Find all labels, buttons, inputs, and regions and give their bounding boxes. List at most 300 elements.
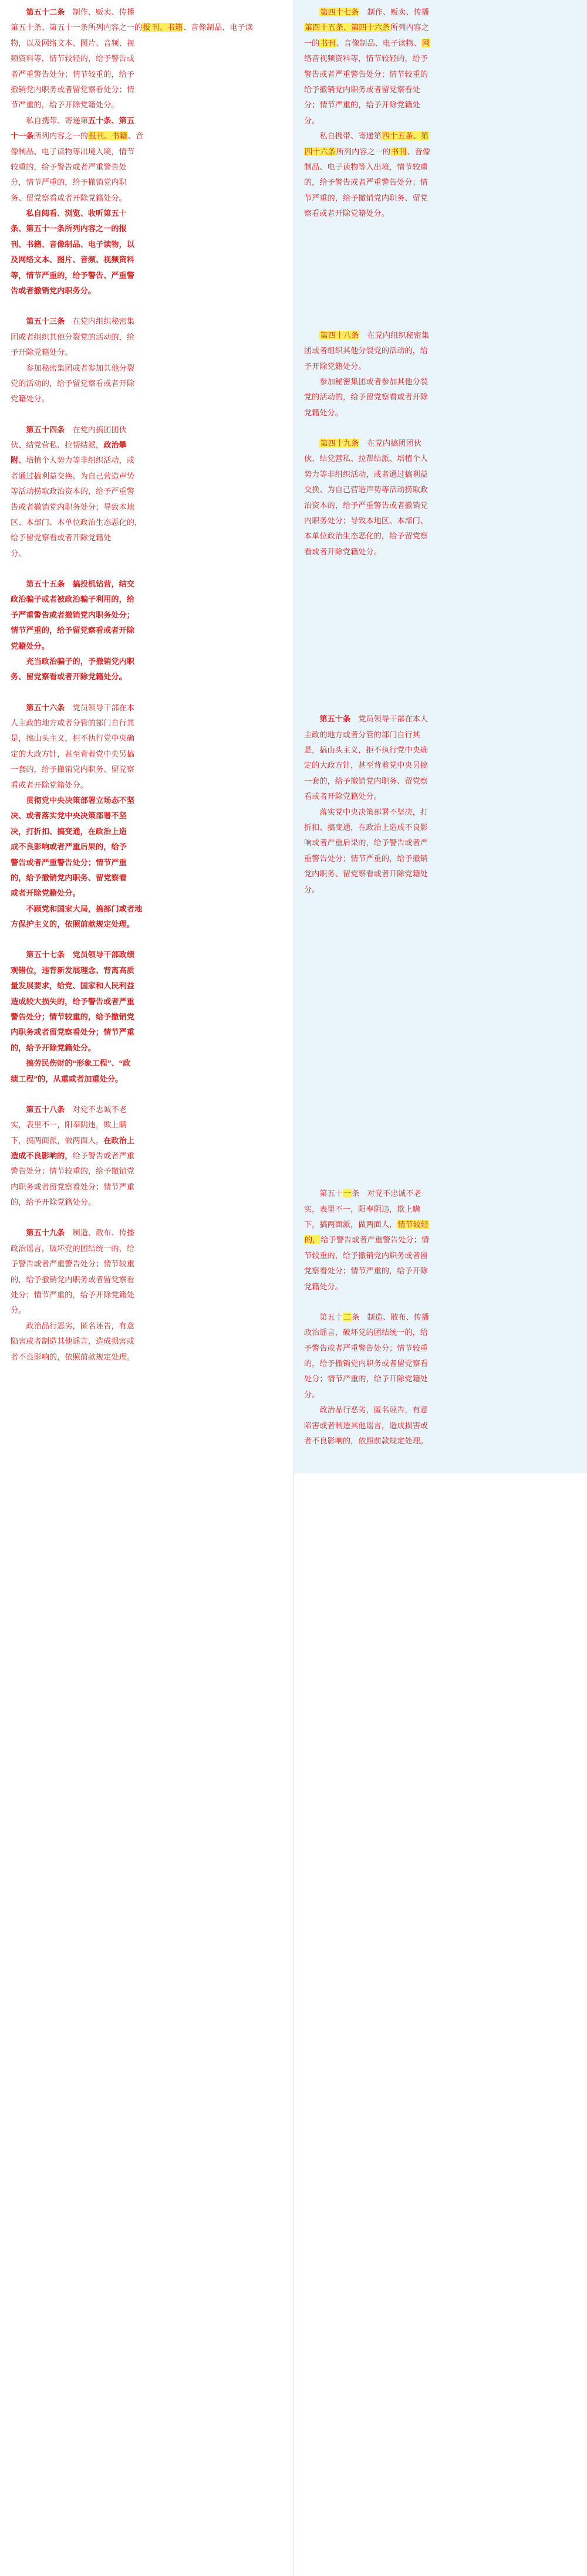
text-line	[304, 37, 576, 49]
text-line	[11, 717, 283, 729]
paragraph-gap	[304, 622, 576, 637]
paragraph-gap	[304, 960, 576, 975]
text-run: 成不良影响或者严重后果的，给予	[11, 842, 127, 852]
text-run: 党的活动的，给予留党察看或者开除	[11, 378, 134, 388]
text-line	[11, 1057, 283, 1069]
text-line	[304, 391, 576, 403]
paragraph-gap	[304, 283, 576, 299]
text-run: 伙、结党营私、拉帮结派、培植个人	[304, 454, 428, 463]
text-run: 造成不良影响的，	[11, 1151, 73, 1160]
text-line	[304, 759, 576, 771]
text-line	[11, 485, 283, 497]
text-run: 告或者撤销党内职务处分；导致本地	[11, 502, 134, 511]
text-run: 分。	[304, 1389, 320, 1399]
text-line	[11, 269, 283, 282]
text-run: 物，以及网络文本、图片、音频、视	[11, 38, 134, 48]
text-run: 节较重的，给予撤销党内职务或者留	[304, 1250, 428, 1260]
text-run: 党员领导干部在本人	[350, 714, 429, 724]
text-run: 第五十九条	[26, 1228, 65, 1238]
text-line	[11, 21, 283, 33]
paragraph-gap	[304, 299, 576, 314]
text-line	[11, 995, 283, 1008]
text-line	[304, 161, 576, 173]
highlighted-text: 二	[343, 1312, 352, 1321]
highlighted-text: 网	[421, 38, 430, 48]
text-run: 看或者开除党籍处分。	[11, 780, 88, 789]
text-run: 看或者开除党籍处分。	[304, 792, 382, 801]
text-run: 分；情节严重的，给予开除党籍处	[304, 100, 420, 110]
text-run: 警告或者严重警告处分；情节严重	[11, 857, 127, 867]
text-line	[11, 176, 283, 188]
text-line	[11, 1042, 283, 1054]
text-line	[11, 362, 283, 374]
text-line	[304, 1187, 576, 1199]
text-line	[304, 329, 576, 341]
paragraph-gap	[304, 929, 576, 944]
text-line	[304, 468, 576, 480]
text-line	[11, 1150, 283, 1162]
text-line	[11, 1226, 283, 1239]
text-run: 私自携带、寄递第	[26, 116, 88, 125]
paragraph-gap	[304, 682, 576, 697]
text-line	[304, 1342, 576, 1354]
text-run: 政治品行恶劣，匿名诬告，有意	[319, 1405, 429, 1415]
text-line	[304, 114, 576, 127]
text-line	[304, 192, 576, 204]
text-line	[11, 1165, 283, 1177]
text-run: 是，搞山头主义，拒不执行党中央确	[11, 734, 134, 743]
text-line	[304, 1311, 576, 1323]
text-line	[304, 1435, 576, 1447]
text-line	[304, 1372, 576, 1385]
text-line	[11, 964, 283, 977]
text-run: 看或者开除党籍处分。	[304, 547, 382, 556]
paragraph-gap	[304, 1020, 576, 1035]
text-run: 党籍处分。	[304, 1282, 343, 1291]
text-run: 者严重警告处分；情节较重的，给予	[11, 69, 134, 79]
text-line	[304, 99, 576, 111]
text-run: 节严重的，给予开除党籍处分。	[11, 100, 119, 110]
text-line	[304, 1280, 576, 1293]
text-run: 不顾党和国家大局，搞部门或者地	[26, 904, 143, 913]
paragraph-gap	[304, 591, 576, 606]
text-run: 党的活动的，给予留党察看或者开除	[304, 392, 428, 402]
text-line	[11, 1181, 283, 1193]
highlighted-text: 第四十八条	[320, 330, 359, 340]
paragraph-gap	[304, 576, 576, 591]
text-line	[304, 728, 576, 741]
text-line	[11, 439, 283, 451]
text-run: 贯彻党中央决策部署立场态不坚	[26, 795, 135, 805]
text-run: 治资本的，给予严重警告或者撤销党	[304, 500, 428, 510]
text-run: 节严重的，给予撤销党内职务、留党	[304, 193, 428, 202]
text-run: 下，搞两面派，做两面人，	[11, 1136, 104, 1145]
paragraph-gap	[304, 268, 576, 283]
text-run: 予开除党籍处分。	[11, 348, 73, 357]
text-line	[11, 624, 283, 636]
text-line	[304, 1326, 576, 1338]
text-run: 附、	[11, 456, 26, 465]
highlighted-text: 第四十五条、第四十六条	[305, 23, 390, 32]
text-line	[304, 852, 576, 865]
text-line	[304, 514, 576, 527]
text-line	[304, 145, 576, 158]
text-line	[11, 83, 283, 96]
text-run: 内职务或者留党察看处分；情节严重	[11, 1182, 134, 1191]
text-run: 第五十七条 党员领导干部政绩	[26, 950, 135, 960]
text-line	[11, 192, 283, 204]
text-run: 第五十	[319, 1189, 343, 1198]
text-run: 处分；情节严重的，给予开除党籍处	[304, 1374, 428, 1384]
text-line	[304, 1203, 576, 1215]
text-run: 予开除党籍处分。	[304, 361, 366, 371]
text-run: 务、留党察看或者开除党籍处分。	[11, 672, 127, 682]
text-line	[11, 1351, 283, 1363]
paragraph-gap	[304, 222, 576, 238]
text-run: 党籍处分。	[304, 408, 343, 417]
paragraph-gap	[304, 974, 576, 989]
text-line	[11, 114, 283, 127]
text-run: 制作、贩卖、传播	[359, 8, 430, 16]
text-line	[11, 423, 283, 436]
text-run: 、音像制品、电子读物、	[336, 38, 421, 48]
text-run: 本单位政治生态恶化的，给予留党察	[304, 531, 428, 541]
paragraph-gap	[304, 652, 576, 667]
text-run: 、音像	[407, 147, 430, 156]
text-run: 等，情节严重的，给予警告、严重警	[11, 270, 134, 280]
text-line	[304, 83, 576, 96]
text-run: 给予警告或者严重警告处分；情	[321, 1235, 429, 1245]
text-line	[11, 903, 283, 915]
highlighted-text: 书刊	[391, 147, 407, 156]
text-line	[11, 794, 283, 806]
text-line	[11, 979, 283, 992]
text-line	[11, 918, 283, 930]
text-run: 务、留党察看或者开除党籍处分。	[11, 193, 127, 202]
text-run: 决，打折扣、搞变通，在政治上造	[11, 826, 127, 836]
text-line	[304, 1233, 576, 1246]
text-run: 第五十四条	[26, 425, 65, 434]
paragraph-gap	[304, 1127, 576, 1142]
text-run: 条、第五十一条所列内容之一的报	[11, 224, 127, 233]
text-line	[304, 499, 576, 511]
text-run: 主政的地方或者分管的部门自行其	[304, 730, 420, 739]
highlighted-text: 情节较轻	[397, 1219, 429, 1229]
paragraph-gap	[304, 637, 576, 652]
text-run: 分。	[304, 884, 320, 894]
text-run: 的，给予警告或者严重警告处分；情	[304, 178, 428, 187]
text-line	[11, 377, 283, 389]
text-run: 予警告或者严重警告处分；情节较重	[11, 1259, 134, 1269]
text-line	[11, 825, 283, 838]
text-run: 第五十条	[319, 714, 351, 724]
text-line	[304, 713, 576, 725]
text-run: 私自携带、寄递第	[319, 131, 382, 141]
text-run: 党籍处分。	[11, 641, 49, 650]
text-run: 、音像制品、电子读	[183, 23, 253, 32]
paragraph-gap	[304, 314, 576, 329]
text-run: 对党不忠诚不老	[359, 1189, 421, 1198]
paragraph-gap	[304, 1296, 576, 1311]
paragraph-gap	[304, 914, 576, 929]
text-run: 政治谣言，破坏党的团结统一的，给	[304, 1328, 428, 1337]
text-line	[304, 437, 576, 449]
highlighted-text: 四十六条	[305, 147, 336, 156]
text-run: 政治骗子或者被政治骗子利用的，给	[11, 595, 134, 604]
text-line	[11, 1196, 283, 1208]
text-line	[11, 701, 283, 714]
text-run: 处分；情节严重的，给予开除党籍处	[11, 1290, 134, 1300]
text-line	[304, 483, 576, 496]
paragraph-gap	[11, 1212, 283, 1227]
text-line	[11, 779, 283, 791]
highlighted-text: 一	[343, 1189, 352, 1198]
text-run: 警告处分；情节较重的，给予撤销党	[11, 1167, 134, 1176]
highlighted-text: 报	[143, 23, 151, 32]
text-line	[11, 1335, 283, 1347]
text-run: 绩工程”的，从重或者加重处分。	[11, 1074, 123, 1083]
paragraph-gap	[304, 989, 576, 1005]
text-line	[11, 253, 283, 266]
text-run: 内职务或者留党察看处分；情节严重	[11, 1028, 134, 1037]
text-line	[304, 1388, 576, 1401]
text-run: 方保护主义的，依照前款规定处理。	[11, 920, 134, 929]
text-line	[11, 640, 283, 652]
text-run: 撤销党内职务或者留党察看处分；情	[11, 84, 134, 94]
text-run: 较重的，给予警告或者严重警告处	[11, 162, 127, 171]
text-line	[11, 516, 283, 528]
paragraph-gap	[304, 606, 576, 622]
text-run: 分，情节严重的，给予撤销党内职	[11, 178, 127, 187]
highlighted-text: 刊、书籍	[151, 23, 183, 32]
text-run: 伙、结党营私、拉帮结派，	[11, 440, 104, 449]
paragraph-gap	[11, 934, 283, 949]
text-run: 团或者组织其他分裂党的活动的，给	[11, 332, 134, 341]
text-run: 、音	[127, 131, 144, 141]
highlighted-text: 第四十九条	[320, 439, 359, 448]
text-line	[11, 1258, 283, 1270]
text-line	[11, 547, 283, 560]
text-line	[304, 176, 576, 188]
paragraph-gap	[11, 686, 283, 701]
text-line	[11, 1320, 283, 1332]
text-run: 制造、散布、传播	[359, 1312, 430, 1321]
text-run: 第五十五条 搞投机钻营，结交	[26, 579, 135, 588]
text-run: 第五十	[319, 1312, 343, 1321]
text-run: 制品、电子读物等入出境，情节较重	[304, 162, 428, 171]
text-line	[11, 578, 283, 590]
text-run: 制作、贩卖、传播	[65, 8, 135, 16]
text-run: 落实党中央决策部署不坚	[41, 811, 127, 821]
text-run: 实，表里不一，阳奉阴违，欺上瞒	[11, 1120, 127, 1130]
text-run: 造成较大损失的，给予警告或者严重	[11, 996, 134, 1006]
text-line	[304, 452, 576, 465]
text-line	[304, 821, 576, 833]
text-line	[304, 806, 576, 818]
paragraph-gap	[304, 1005, 576, 1020]
text-run: 对党不忠诚不老	[65, 1104, 127, 1114]
paragraph-gap	[304, 1050, 576, 1066]
column-revised	[294, 0, 587, 1473]
text-run: 政治谣言，破坏党的团结统一的，给	[11, 1243, 134, 1253]
text-line	[11, 130, 283, 142]
text-line	[11, 1103, 283, 1116]
text-run: 频资料等，情节较轻的，给予警告或	[11, 54, 134, 63]
text-run: 党内职务、留党察看或者开除党籍处	[304, 869, 428, 879]
text-run: 政治攀	[103, 440, 127, 449]
text-run: 一套的，给予撤销党内职务、留党察	[304, 776, 428, 785]
text-line	[304, 406, 576, 419]
text-line	[11, 748, 283, 760]
text-run: 刊、书籍、音像制品、电子读物，以	[11, 239, 134, 249]
text-line	[11, 470, 283, 482]
paragraph-gap	[304, 1035, 576, 1050]
text-line	[11, 1134, 283, 1147]
text-run: 充当政治骗子的，予撤销党内职	[26, 656, 135, 666]
text-run: 实，表里不一，阳奉阴违，欺上瞒	[304, 1204, 420, 1214]
paragraph-gap	[304, 944, 576, 960]
text-run: 警告处分；情节较重的，给予撤销党	[11, 1012, 134, 1021]
text-line	[304, 6, 576, 18]
text-line	[11, 1242, 283, 1255]
text-run: 的，给予开除党籍处分。	[11, 1198, 96, 1207]
text-line	[11, 331, 283, 343]
text-line	[11, 593, 283, 605]
text-line	[304, 775, 576, 787]
column-original	[0, 0, 294, 1389]
text-run: 量发展要求，给党、国家和人民利益	[11, 981, 134, 991]
text-line	[11, 856, 283, 869]
text-run: 条	[352, 1189, 360, 1198]
text-run: 一套的，给予撤销党内职务、留党察	[11, 765, 134, 774]
text-line	[304, 375, 576, 388]
paragraph-gap	[11, 1088, 283, 1103]
text-line	[11, 1011, 283, 1023]
text-run: 予警告或者严重警告处分；情节较重	[304, 1343, 428, 1353]
text-line	[11, 238, 283, 250]
text-line	[11, 655, 283, 667]
paragraph-gap	[304, 667, 576, 683]
highlighted-text: 的，	[305, 1235, 321, 1245]
text-run: 在政治上	[103, 1136, 134, 1145]
text-run: 予严重警告或者撤销党内职务处分；	[11, 610, 134, 619]
text-run: 者不良影响的，依照前款规定处理。	[304, 1436, 428, 1445]
text-run: 政治品行恶劣，匿名诬告，有意	[26, 1321, 135, 1330]
text-line	[304, 360, 576, 372]
text-line	[11, 609, 283, 621]
text-run: 党籍处分。	[11, 394, 49, 404]
text-line	[304, 867, 576, 880]
text-run: 情节严重的，给予留党察看或者开除	[11, 626, 134, 635]
text-line	[11, 840, 283, 853]
text-run: 在党内组织秘密集	[359, 330, 430, 340]
text-run: 察看或者开除党籍处分。	[304, 209, 390, 218]
paragraph-gap	[11, 562, 283, 578]
highlighted-text: 四十五条、第	[382, 131, 429, 141]
text-run: 条	[352, 1312, 360, 1321]
paragraph-gap	[304, 1157, 576, 1172]
text-run: 给予警告或者严重	[72, 1151, 134, 1160]
highlighted-text: 报刊、书籍	[88, 131, 127, 141]
text-run: 重警告处分；情节严重的，给予撤销	[304, 853, 428, 863]
text-line	[304, 1265, 576, 1277]
text-line	[304, 836, 576, 849]
text-run: 给予留党察看或者开除党籍处	[11, 533, 112, 543]
text-run: 人主政的地方或者分管的部门自行其	[11, 718, 134, 728]
text-run: 党察看处分；情节严重的，给予开除	[304, 1266, 428, 1276]
text-run: 决、或者	[11, 811, 42, 821]
paragraph-gap	[304, 1081, 576, 1096]
text-line	[11, 392, 283, 405]
text-line	[11, 1026, 283, 1038]
text-line	[304, 744, 576, 756]
text-run: 第五十八条	[26, 1104, 65, 1114]
text-run: 一的	[304, 38, 320, 48]
text-run: 的，给予撤销党内职务或者留党察看	[304, 1358, 428, 1368]
text-line	[11, 6, 283, 18]
text-line	[11, 222, 283, 235]
text-run: 等活动捞取政治资本的，给予严重警	[11, 487, 134, 496]
text-line	[304, 530, 576, 542]
text-run: 十一条	[11, 131, 34, 141]
text-run: 定的大政方针，甚至背着党中央另搞	[11, 749, 134, 758]
text-run: 所列内容之	[390, 23, 429, 32]
text-line	[304, 207, 576, 219]
text-line	[11, 1289, 283, 1301]
text-run: 者不良影响的，依照前款规定处理。	[11, 1352, 134, 1361]
text-run: 分。	[11, 1306, 26, 1315]
text-line	[304, 883, 576, 896]
text-run: 告或者撤销党内职务分。	[11, 286, 96, 296]
text-run: 分。	[11, 548, 26, 558]
text-run: 响或者严重后果的，给予警告或者严	[304, 838, 428, 848]
text-line	[11, 531, 283, 544]
text-line	[304, 344, 576, 357]
text-run: 在党内搞团团伙	[359, 439, 421, 448]
text-run: 给予撤销党内职务或者留党察看处	[304, 84, 420, 94]
text-line	[304, 52, 576, 65]
text-line	[11, 1273, 283, 1286]
text-run: 培植个人势力等非组织活动，或	[26, 456, 134, 465]
text-run: 观错位，违背新发展理念、背离高质	[11, 965, 134, 975]
paragraph-gap	[11, 300, 283, 315]
text-run: 第五十三条	[26, 317, 65, 326]
text-line	[11, 1304, 283, 1316]
text-line	[11, 161, 283, 173]
paragraph-gap	[304, 1141, 576, 1157]
text-run: 五十条、第五	[87, 116, 135, 125]
paragraph-gap	[304, 561, 576, 576]
text-line	[11, 809, 283, 822]
text-line	[11, 887, 283, 899]
text-run: 交换、为自己营造声势等活动捞取政	[304, 485, 428, 494]
text-run: 像制品、电子读物等出境入境，情节	[11, 147, 134, 156]
text-run: 在党内组织秘密集	[65, 317, 135, 326]
text-run: 党员领导干部在本	[65, 703, 135, 712]
text-run: 区、本部门、本单位政治生态恶化的，	[11, 517, 143, 527]
text-run: 的，给予开除党籍处分。	[11, 1043, 96, 1052]
text-line	[11, 346, 283, 358]
text-run: 参加秘密集团或者参加其他分裂	[319, 377, 429, 386]
text-run: 落实党中央决策部署不坚决，打	[319, 807, 429, 816]
text-run: 分。	[304, 116, 320, 125]
paragraph-gap	[304, 899, 576, 914]
paragraph-gap	[304, 1066, 576, 1081]
text-line	[304, 21, 576, 33]
text-run: 搞劳民伤财的“形象工程”、“政	[26, 1059, 131, 1068]
text-run: 的，给予撤销党内职务、留党察看	[11, 873, 127, 882]
text-line	[304, 1218, 576, 1231]
